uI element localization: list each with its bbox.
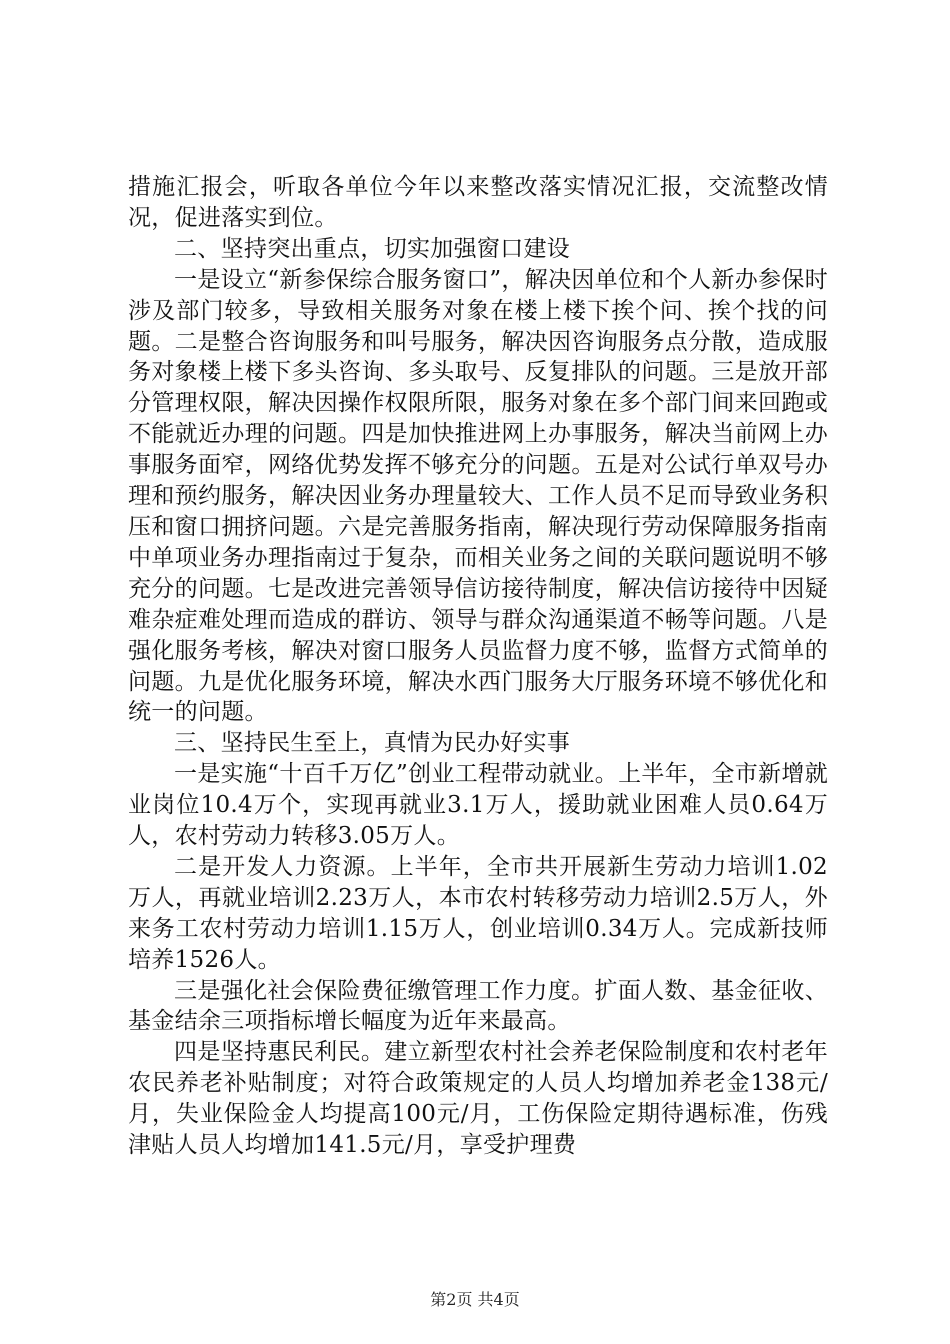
page-footer [0,1290,950,1310]
section-heading-3: 三、坚持民生至上，真情为民办好实事 [174,730,571,757]
document-body [128,172,828,1161]
page-number: 第2页 共4页 [430,1290,520,1309]
paragraph-6: 二是开发人力资源。上半年，全市共开展新生劳动力培训1.02万人，再就业培训2.23万人，本市农村转移劳动力培训2.5万人，外来务工农村劳动力培训1.15万人，创业培训0.34万人。完成新技师培养1526人。 [128,853,828,973]
paragraph-1: 措施汇报会，听取各单位今年以来整改落实情况汇报，交流整改情况，促进落实到位。 [128,174,828,231]
paragraph-7: 三是强化社会保险费征缴管理工作力度。扩面人数、基金征收、基金结余三项指标增长幅度为近年来最高。 [128,977,828,1035]
paragraph-8: 四是坚持惠民利民。建立新型农村社会养老保险制度和农村老年农民养老补贴制度；对符合政策规定的人员人均增加养老金138元/月，失业保险金人均提高100元/月，工伤保险定期待遇标准，伤残津贴人员人均增加141.5元/月，享受护理费 [128,1039,828,1159]
paragraph-3: 一是设立“新参保综合服务窗口”，解决因单位和个人新办参保时涉及部门较多，导致相关服务对象在楼上楼下挨个问、挨个找的问题。二是整合咨询服务和叫号服务，解决因咨询服务点分散，造成服务对象楼上楼下多头咨询、多头取号、反复排队的问题。三是放开部分管理权限，解决因操作权限所限，服务对象在多个部门间来回跑或不能就近办理的问题。四是加快推进网上办事服务，解决当前网上办事服务面窄，网络优势发挥不够充分的问题。五是对公试行单双号办理和预约服务，解决因业务办理量较大、工作人员不足而导致业务积压和窗口拥挤问题。六是完善服务指南，解决现行劳动保障服务指南中单项业务办理指南过于复杂，而相关业务之间的关联问题说明不够充分的问题。七是改进完善领导信访接待制度，解决信访接待中因疑难杂症难处理而造成的群访、领导与群众沟通渠道不畅等问题。八是强化服务考核，解决对窗口服务人员监督力度不够，监督方式简单的问题。九是优化服务环境，解决水西门服务大厅服务环境不够优化和统一的问题。 [128,266,828,726]
paragraph-5: 一是实施“十百千万亿”创业工程带动就业。上半年，全市新增就业岗位10.4万个，实现再就业3.1万人，援助就业困难人员0.64万人，农村劳动力转移3.05万人。 [128,761,828,850]
section-heading-2: 二、坚持突出重点，切实加强窗口建设 [174,235,571,262]
